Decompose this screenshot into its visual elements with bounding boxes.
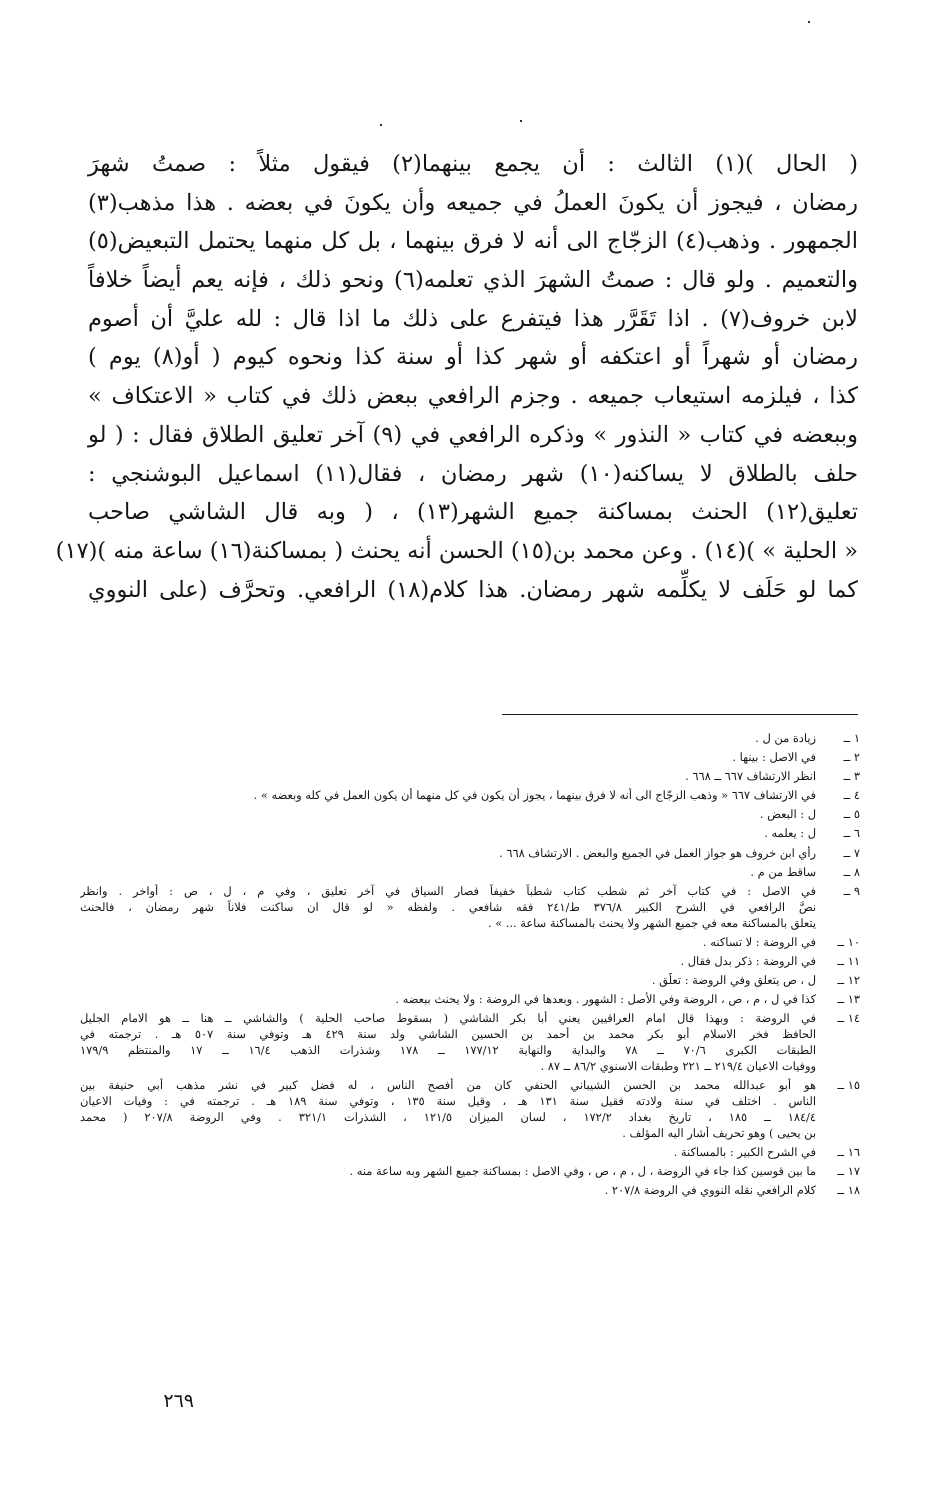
- footnote-text: في الاصل : بينها .: [732, 750, 816, 765]
- footnote-text: كلام الرافعي نقله النووي في الروضة ٢٠٧/٨ .: [604, 1182, 816, 1197]
- footnote-text: في الارتشاف ٦٦٧ « وذهب الزجّاج الى أنه لا فرق بينهما ، يجوز أن يكون في كل منهما أن يكون العمل في كله وبعضه » .: [253, 788, 816, 803]
- footnote-text: الطبقات الكبرى ٧٠/٦ ــ ٧٨ والبداية والنهاية ١٧٧/١٢ ــ ١٧٨ وشذرات الذهب ١٦/٤ ــ ١٧ والمنتظم ١٧٩/٩: [80, 1042, 816, 1057]
- footnote: [80, 884, 860, 932]
- footnote-number: ٩ ــ: [843, 883, 860, 898]
- body-line: « الحلية » )(١٤) . وعن محمد بن(١٥) الحسن أنه يحنث ( بمساكنة(١٦) ساعة منه )(١٧): [55, 537, 858, 564]
- body-line: تعليق(١٢) الحنث بمساكنة جميع الشهر(١٣) ، ( وبه قال الشاشي صاحب: [88, 499, 859, 526]
- footnote-number: ٣ ــ: [843, 769, 860, 784]
- footnote: [80, 750, 860, 766]
- body-line: وببعضه في كتاب « النذور » وذكره الرافعي في (٩) آخر تعليق الطلاق فقال : ( لو: [88, 421, 858, 448]
- footnote: [80, 992, 860, 1008]
- body-line: كذا ، فيلزمه استيعاب جميعه . وجزم الرافعي ببعض ذلك في كتاب « الاعتكاف »: [88, 383, 858, 410]
- footnote: [80, 731, 860, 747]
- body-line: كما لو حَلَف لا يكلِّمه شهر رمضان. هذا كلام(١٨) الرافعي. وتحرَّف (على النووي: [88, 576, 858, 603]
- footnote-text: ووفيات الاعيان ٢١٩/٤ ــ ٢٢١ وطبقات الاسنوي ٨٦/٢ ــ ٨٧ .: [540, 1058, 816, 1073]
- footnote-number: ١٠ ــ: [837, 934, 860, 949]
- footnote: [80, 826, 860, 842]
- footnote: [80, 1183, 860, 1199]
- footnote-number: ١٤ ــ: [837, 1011, 860, 1026]
- footnote-number: ١٦ ــ: [837, 1144, 860, 1159]
- footnote-text: ل : البعض .: [759, 807, 816, 822]
- footnote: [80, 1164, 860, 1180]
- body-line: رمضان أو شهراً أو اعتكفه أو شهر كذا أو سنة كذا ونحوه كيوم ( أو(٨) يوم ): [88, 344, 858, 371]
- footnote: [80, 935, 860, 951]
- scan-speck: [520, 120, 522, 122]
- footnote: [80, 865, 860, 881]
- footnote-divider: [502, 714, 858, 715]
- body-line: لابن خروف(٧) . اذا تَقَرَّر هذا فيتفرع على ذلك ما اذا قال : لله عليَّ أن أصوم: [88, 305, 858, 332]
- footnote-number: ١٨ ــ: [837, 1182, 860, 1197]
- footnote: [80, 973, 860, 989]
- footnote: [80, 954, 860, 970]
- footnote-number: ١ ــ: [843, 731, 860, 745]
- footnote: [80, 1011, 860, 1075]
- footnote: [80, 788, 860, 804]
- footnote-text: رأي ابن خروف هو جواز العمل في الجميع والبعض . الارتشاف ٦٦٨ .: [499, 845, 816, 860]
- footnote-number: ٢ ــ: [843, 750, 860, 765]
- footnote-number: ٨ ــ: [843, 864, 860, 879]
- footnote-number: ٥ ــ: [843, 807, 860, 822]
- footnote-text: هو أبو عبدالله محمد بن الحسن الشيباني الحنفي كان من أفصح الناس ، له فضل كبير في نشر مذهب أبي حنيفة بين: [80, 1077, 816, 1092]
- footnote-text: في الروضة : وبهذا قال امام العراقيين يعني أبا بكر الشاشي ( بسقوط صاحب الحلية ) والشاشي ــ هنا ــ هو الامام الجليل: [80, 1011, 816, 1026]
- footnote-text: الناس . اختلف في سنة ولادته فقيل سنة ١٣١ هـ ، وقيل سنة ١٣٥ ، وتوفي سنة ١٨٩ هـ . ترجمته في : وفيات الاعيان: [80, 1093, 816, 1108]
- footnote-text: يتعلق بالمساكنة معه في جميع الشهر ولا يحنث بالمساكنة ساعة ... » .: [487, 915, 816, 930]
- footnote-number: ١١ ــ: [837, 953, 860, 968]
- footnote-text: ساقط من م .: [750, 864, 816, 879]
- footnote-number: ١٧ ــ: [837, 1163, 860, 1178]
- footnote-text: في الروضة : لا تساكنه .: [703, 934, 816, 949]
- footnote-number: ٤ ــ: [843, 788, 860, 803]
- footnote-text: زيادة من ل .: [755, 731, 816, 745]
- body-line: رمضان ، فيجوز أن يكونَ العملُ في جميعه وأن يكونَ في بعضه . هذا مذهب(٣): [88, 189, 858, 216]
- page-number: ٢٦٩: [163, 1390, 194, 1412]
- body-line: حلف بالطلاق لا يساكنه(١٠) شهر رمضان ، فقال(١١) اسماعيل البوشنجي :: [88, 460, 858, 487]
- footnote-text: بن يحيى ) وهو تحريف أشار اليه المؤلف .: [622, 1125, 816, 1140]
- footnote: [80, 1078, 860, 1142]
- scan-speck: [808, 21, 810, 23]
- body-line: ( الحال )(١) الثالث : أن يجمع بينهما(٢) فيقول مثلاً : صمتُ شهرَ: [88, 151, 858, 177]
- footnote-number: ١٥ ــ: [837, 1077, 860, 1092]
- footnote: [80, 1145, 860, 1161]
- footnote-text: انظر الارتشاف ٦٦٧ ــ ٦٦٨ .: [685, 769, 816, 784]
- footnote-text: في الروضة : ذكر بدل فقال .: [680, 953, 816, 968]
- footnote-text: في الاصل : في كتاب آخر ثم شطب كتاب شطباً خفيفاً فصار السياق في آخر تعليق ، وفي م ، ل ، ص : أواخر . وانظر: [80, 883, 816, 898]
- footnote-text: كذا في ل ، م ، ص ، الروضة وفي الأصل : الشهور . وبعدها في الروضة : ولا يحنث ببعضه .: [395, 991, 816, 1006]
- footnote-text: الحافظ فخر الاسلام أبو بكر محمد بن أحمد بن الحسين الشاشي ولد سنة ٤٢٩ هـ وتوفي سنة ٥٠٧ هـ . ترجمته في: [80, 1026, 816, 1041]
- footnote: [80, 769, 860, 785]
- footnote-text: في الشرح الكبير : بالمساكنة .: [673, 1144, 816, 1159]
- footnote-number: ١٣ ــ: [837, 991, 860, 1006]
- footnote-number: ٦ ــ: [843, 826, 860, 841]
- body-line: الجمهور . وذهب(٤) الزجّاج الى أنه لا فرق بينهما ، بل كل منهما يحتمل التبعيض(٥): [88, 228, 858, 255]
- footnote-text: ما بين قوسين كذا جاء في الروضة ، ل ، م ، ص ، وفي الاصل : بمساكنة جميع الشهر وبه ساعة منه .: [349, 1163, 816, 1178]
- footnote-text: ١٨٤/٤ ــ ١٨٥ ، تاريخ بغداد ١٧٢/٢ ، لسان الميزان ١٢١/٥ ، الشذرات ٣٢١/١ . وفي الروضة ٢٠٧/٨ ( محمد: [80, 1109, 816, 1124]
- footnote-text: نصَّ الرافعي في الشرح الكبير ٣٧٦/٨ ط/٢٤١ فقه شافعي . ولفظه « لو قال ان ساكنت فلاناً شهر رمضان ، فالحنث: [80, 899, 816, 914]
- footnote: [80, 846, 860, 862]
- footnote-number: ٧ ــ: [843, 845, 860, 860]
- footnote: [80, 807, 860, 823]
- footnotes: [80, 731, 860, 1202]
- main-text: [55, 145, 859, 609]
- body-line: والتعميم . ولو قال : صمتُ الشهرَ الذي تعلمه(٦) ونحو ذلك ، فإنه يعم أيضاً خلافاً: [88, 267, 858, 294]
- footnote-text: ل ، ص يتعلق وفي الروضة : تعلّق .: [651, 972, 816, 987]
- footnote-number: ١٢ ــ: [837, 972, 860, 987]
- scan-speck: [380, 124, 382, 126]
- footnote-text: ل : يعلمه .: [764, 826, 816, 841]
